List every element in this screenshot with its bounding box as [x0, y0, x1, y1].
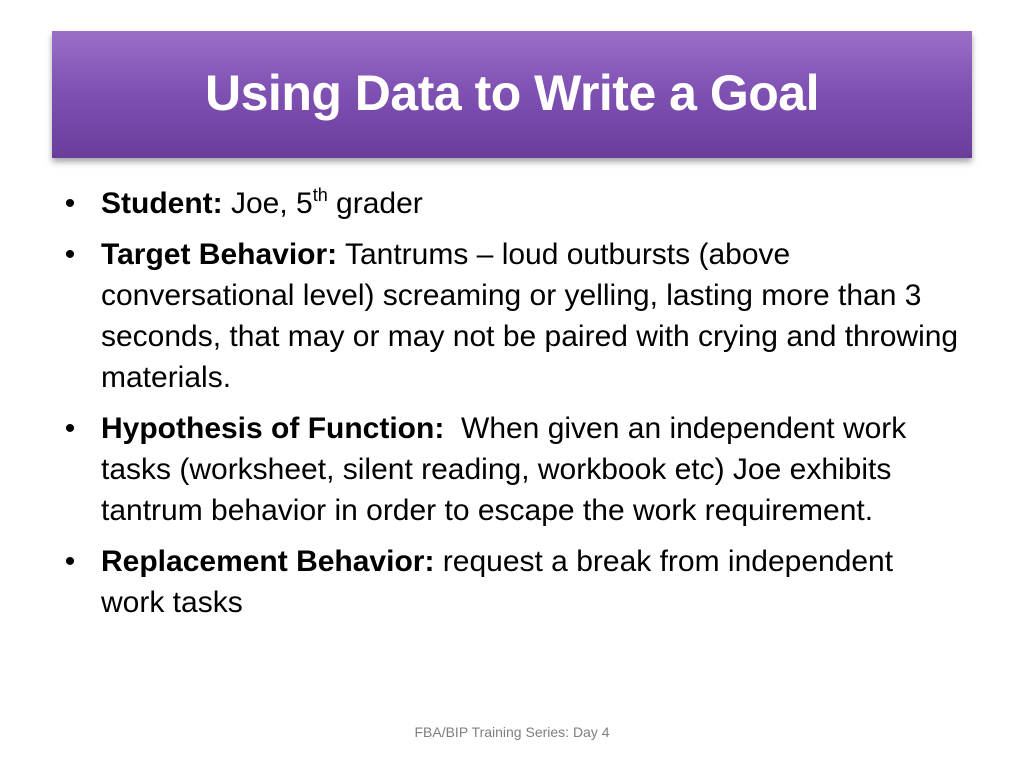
ordinal-superscript: th: [312, 185, 328, 205]
bullet-item-student: [60, 183, 960, 224]
bullet-label: Hypothesis of Function:: [101, 412, 445, 445]
bullet-icon: •: [64, 238, 76, 271]
bullet-item-replacement-behavior: [60, 541, 960, 623]
bullet-icon: •: [64, 412, 76, 445]
slide-title: Using Data to Write a Goal: [205, 64, 819, 121]
bullet-text: When given an independent work tasks (worksheet, silent reading, workbook etc) Joe exhibits tantrum behavior in order to escape the work requirement.: [101, 412, 915, 527]
bullet-text: Joe, 5: [222, 187, 313, 220]
bullet-list: [60, 183, 960, 633]
bullet-text-suffix: grader: [327, 187, 423, 220]
title-banner: [52, 31, 972, 158]
bullet-icon: •: [64, 187, 76, 220]
bullet-icon: •: [64, 545, 76, 578]
bullet-text: Tantrums – loud outbursts (above conversational level) screaming or yelling, lasting more than 3 seconds, that may or may not be paired with crying and throwing materials.: [101, 238, 959, 394]
bullet-item-target-behavior: [60, 234, 960, 398]
bullet-text: request a break from independent work tasks: [101, 545, 894, 619]
bullet-label: Student:: [101, 187, 223, 220]
bullet-label: Target Behavior:: [101, 238, 338, 271]
bullet-label: Replacement Behavior:: [101, 545, 435, 578]
slide-footer: FBA/BIP Training Series: Day 4: [414, 724, 610, 740]
bullet-item-hypothesis: [60, 408, 960, 531]
